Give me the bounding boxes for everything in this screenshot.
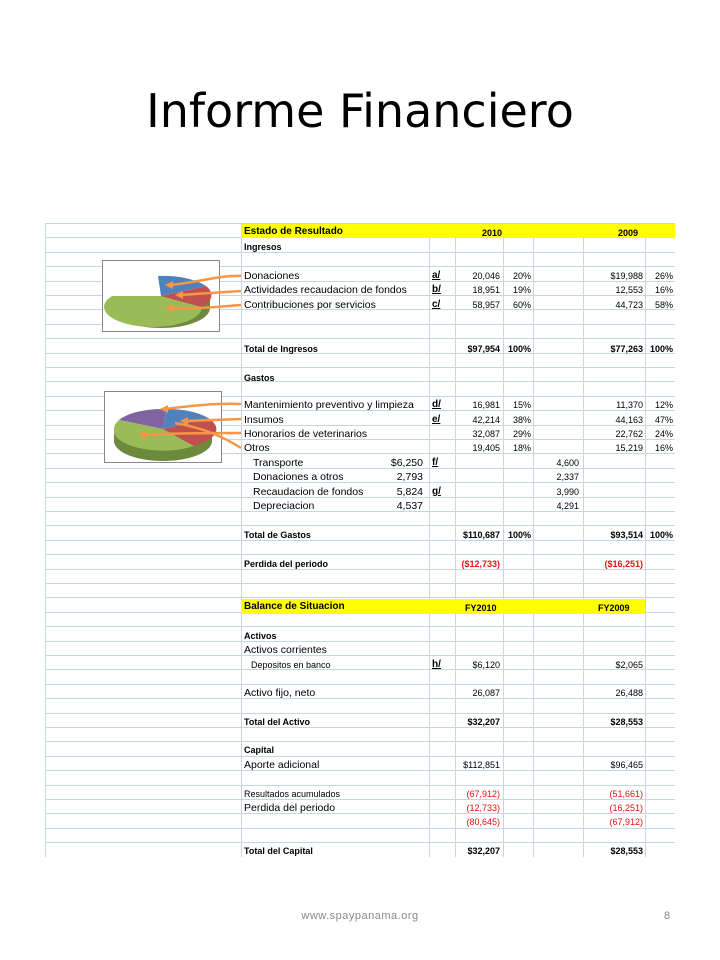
row-label: Recaudacion de fondos — [253, 486, 364, 498]
row-label: Resultados acumulados — [244, 789, 341, 799]
row-pct-2009: 58% — [654, 300, 673, 310]
row-pct-2009: 100% — [649, 344, 673, 354]
slide-title: Informe Financiero — [146, 84, 574, 138]
row-value-2009: (16,251) — [609, 803, 643, 813]
row-amount: 5,824 — [396, 486, 423, 498]
row-pct-2009: 26% — [654, 271, 673, 281]
row-value-2009: 2,337 — [556, 472, 579, 482]
row-label: Donaciones — [244, 270, 300, 282]
row-pct-2010: 60% — [512, 300, 531, 310]
row-value-2010: $32,207 — [467, 717, 500, 727]
gastos-label: Gastos — [244, 373, 275, 383]
row-pct-2009: 16% — [654, 443, 673, 453]
row-amount: $6,250 — [390, 457, 423, 469]
spreadsheet-image — [45, 223, 675, 857]
row-value-2009: $96,465 — [610, 760, 643, 770]
row-pct-2010: 100% — [507, 344, 531, 354]
resultado-year1: 2010 — [482, 228, 503, 238]
activos-label: Activos — [244, 631, 277, 641]
row-value-2009: $77,263 — [610, 344, 643, 354]
row-value-2009: $2,065 — [615, 660, 643, 670]
row-label: Contribuciones por servicios — [244, 299, 376, 311]
row-value-2010: $6,120 — [472, 660, 500, 670]
row-value-2009: 4,600 — [556, 458, 579, 468]
row-value-2009: $28,553 — [610, 717, 643, 727]
row-value-2010: $112,851 — [463, 760, 500, 770]
row-label: Mantenimiento preventivo y limpieza — [244, 399, 414, 411]
row-value-2009: 44,723 — [615, 300, 643, 310]
row-label: Transporte — [253, 457, 304, 469]
row-label: Otros — [244, 442, 270, 454]
row-amount: 4,537 — [396, 500, 423, 512]
balance-header: Balance de Situacion — [244, 601, 345, 612]
row-value-2010: 18,951 — [472, 285, 500, 295]
row-label: Total de Gastos — [244, 530, 311, 540]
resultado-header: Estado de Resultado — [244, 226, 343, 237]
row-label: Perdida del periodo — [244, 559, 329, 569]
row-value-2010: 32,087 — [472, 429, 500, 439]
row-label: Total del Capital — [244, 846, 313, 856]
row-note: g/ — [432, 486, 441, 497]
row-value-2009: 26,488 — [615, 688, 643, 698]
row-value-2010: (67,912) — [466, 789, 500, 799]
row-pct-2009: 100% — [649, 530, 673, 540]
row-value-2010: $97,954 — [467, 344, 500, 354]
row-pct-2010: 20% — [512, 271, 531, 281]
row-value-2009: 22,762 — [615, 429, 643, 439]
row-pct-2010: 18% — [512, 443, 531, 453]
row-value-2009: (67,912) — [609, 817, 643, 827]
row-amount: 2,793 — [396, 471, 423, 483]
ingresos-label: Ingresos — [244, 242, 282, 252]
row-value-2010: (80,645) — [466, 817, 500, 827]
row-pct-2010: 100% — [507, 530, 531, 540]
row-value-2009: (51,661) — [609, 789, 643, 799]
row-value-2010: 42,214 — [472, 415, 500, 425]
row-value-2010: ($12,733) — [461, 559, 500, 569]
row-label: Perdida del periodo — [244, 802, 336, 814]
row-value-2010: 20,046 — [472, 271, 500, 281]
row-value-2010: (12,733) — [466, 803, 500, 813]
row-value-2009: 15,219 — [615, 443, 643, 453]
row-value-2010: 19,405 — [472, 443, 500, 453]
row-value-2009: $93,514 — [610, 530, 643, 540]
row-label: Actividades recaudacion de fondos — [244, 284, 407, 296]
row-value-2009: 3,990 — [556, 487, 579, 497]
row-pct-2009: 16% — [654, 285, 673, 295]
row-note: d/ — [432, 399, 441, 410]
row-label: Depreciacion — [253, 500, 315, 512]
row-value-2009: 44,163 — [615, 415, 643, 425]
row-value-2010: $32,207 — [467, 846, 500, 856]
row-label: Depositos en banco — [251, 660, 331, 670]
row-note: b/ — [432, 284, 441, 295]
row-value-2009: 11,370 — [616, 400, 643, 410]
row-value-2010: 26,087 — [472, 688, 500, 698]
pie-arrows — [45, 223, 675, 523]
row-pct-2010: 15% — [512, 400, 531, 410]
row-label: Aporte adicional — [244, 759, 320, 771]
page-number: 8 — [664, 910, 671, 922]
row-label: Total de Ingresos — [244, 344, 318, 354]
activos-corrientes-label: Activos corrientes — [244, 644, 327, 656]
capital-label: Capital — [244, 745, 275, 755]
row-note: a/ — [432, 270, 441, 281]
row-note: c/ — [432, 299, 441, 310]
row-label: Donaciones a otros — [253, 471, 344, 483]
row-value-2009: 4,291 — [556, 501, 579, 511]
row-value-2009: 12,553 — [615, 285, 643, 295]
row-note: e/ — [432, 414, 441, 425]
row-pct-2010: 19% — [512, 285, 531, 295]
row-value-2010: 58,957 — [472, 300, 500, 310]
row-label: Total del Activo — [244, 717, 311, 727]
footer-url: www.spaypanama.org — [301, 910, 419, 922]
row-pct-2009: 12% — [654, 400, 673, 410]
row-value-2009: $28,553 — [610, 846, 643, 856]
row-value-2010: 16,981 — [472, 400, 500, 410]
row-note: f/ — [432, 457, 439, 468]
row-value-2009: ($16,251) — [604, 559, 643, 569]
row-pct-2009: 24% — [654, 429, 673, 439]
balance-year1: FY2010 — [465, 603, 497, 613]
row-label: Insumos — [244, 414, 284, 426]
row-note: h/ — [432, 659, 441, 670]
row-pct-2009: 47% — [654, 415, 673, 425]
row-label: Honorarios de veterinarios — [244, 428, 368, 440]
row-pct-2010: 29% — [512, 429, 531, 439]
row-value-2010: $110,687 — [462, 530, 500, 540]
resultado-year2: 2009 — [618, 228, 639, 238]
row-value-2009: $19,988 — [610, 271, 643, 281]
balance-year2: FY2009 — [598, 603, 630, 613]
row-label: Activo fijo, neto — [244, 687, 316, 699]
row-pct-2010: 38% — [512, 415, 531, 425]
